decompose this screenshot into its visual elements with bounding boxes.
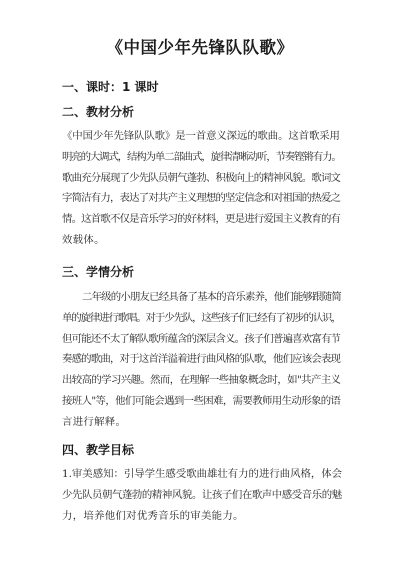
- section-heading-material-analysis: 二、教材分析: [62, 105, 135, 119]
- paragraph-line: 单的旋律进行歌唱。对于少先队，这些孩子们已经有了初步的认识，: [62, 311, 341, 324]
- paragraph-line: 《中国少年先锋队队歌》是一首意义深远的歌曲。这首歌采用: [62, 130, 340, 142]
- paragraph-line: 效载体。: [62, 233, 105, 246]
- paragraph-line: 情。这首歌不仅是音乐学习的好材料，更是进行爱国主义教育的有: [62, 213, 341, 226]
- paragraph-line: 少先队员朝气蓬勃的精神风貌。让孩子们在歌声中感受音乐的魅: [62, 488, 342, 501]
- paragraph-line: 接班人"等，他们可能会遇到一些困难，需要教师用生动形象的语: [62, 394, 341, 407]
- paragraph-line: 二年级的小朋友已经具备了基本的音乐素养，他们能够跟随简: [82, 291, 341, 303]
- paragraph-line: 奏感的歌曲，对于这首洋溢着进行曲风格的队歌，他们应该会表现: [62, 353, 341, 366]
- paragraph-line: 1.审美感知：引导学生感受歌曲雄壮有力的进行曲风格，体会: [62, 468, 343, 480]
- paragraph-line: 明亮的大调式，结构为单二部曲式，旋律清晰动听，节奏铿锵有力。: [62, 150, 341, 163]
- document-title: 《中国少年先锋队队歌》: [106, 38, 294, 57]
- paragraph-teaching-goals: [62, 464, 342, 526]
- paragraph-learner-analysis: [62, 287, 342, 433]
- paragraph-material-analysis: [62, 126, 342, 251]
- paragraph-line: 力，培养他们对优秀音乐的审美能力。: [62, 509, 244, 522]
- paragraph-line: 歌曲充分展现了少先队员朝气蓬勃、积极向上的精神风貌。歌词文: [62, 171, 341, 184]
- section-heading-learner-analysis: 三、学情分析: [62, 265, 135, 279]
- paragraph-line: 但可能还不太了解队歌所蕴含的深层含义。孩子们普遍喜欢富有节: [62, 332, 341, 345]
- paragraph-line: 字简洁有力，表达了对共产主义理想的坚定信念和对祖国的热爱之: [62, 192, 341, 205]
- section-heading-class-hours: 一、课时：1 课时: [62, 80, 159, 94]
- section-heading-teaching-goals: 四、教学目标: [62, 443, 135, 457]
- paragraph-line: 言进行解释。: [62, 415, 127, 428]
- paragraph-line: 出较高的学习兴趣。然而，在理解一些抽象概念时，如"共产主义: [62, 374, 341, 387]
